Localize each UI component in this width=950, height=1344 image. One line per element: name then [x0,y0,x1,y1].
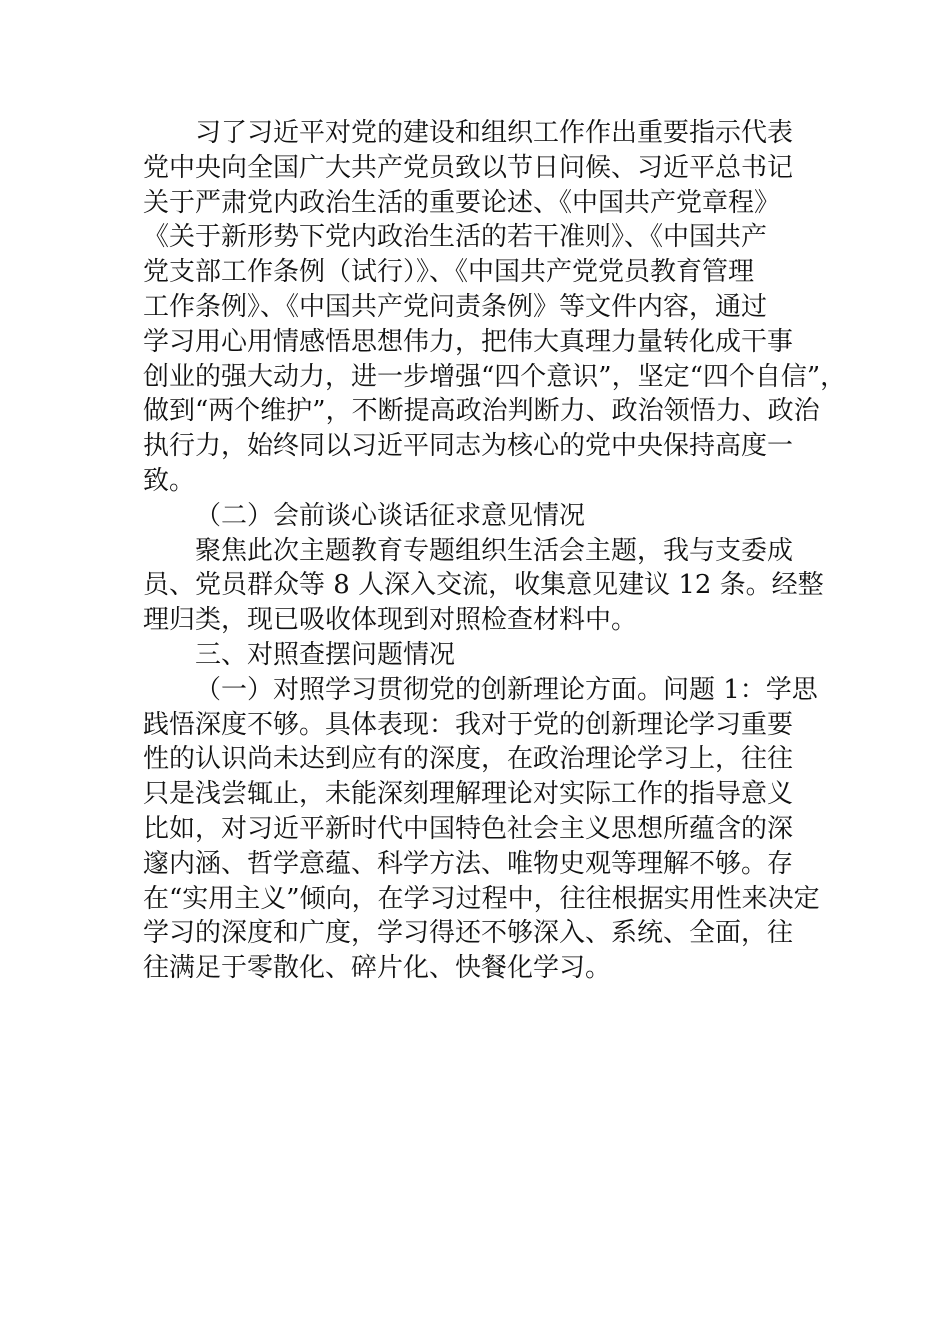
text-line: 关于严肃党内政治生活的重要论述、《中国共产党章程》 [143,187,781,218]
section-heading-problems [143,638,808,673]
text-line: 工作条例》、《中国共产党问责条例》等文件内容，通过 [143,291,768,322]
text-line: 习了习近平对党的建设和组织工作作出重要指示代表 [195,118,794,148]
text-line: 往满足于零散化、碎片化、快餐化学习。 [143,953,612,984]
text-line: 《关于新形势下党内政治生活的若干准则》、《中国共产 [143,222,768,253]
text-line: 执行力，始终同以习近平同志为核心的党中央保持高度一 [143,431,794,462]
text-line: 党中央向全国广大共产党员致以节日问候、习近平总书记 [143,152,794,183]
text-line: 在“实用主义”倾向，在学习过程中，往往根据实用性来决定 [143,883,820,914]
text-line: 创业的强大动力，进一步增强“四个意识”，坚定“四个自信”， [143,361,847,392]
text-line: 致。 [143,465,196,496]
paragraph-study-content [143,116,847,499]
paragraph-problem-1 [143,673,820,986]
text-line: 聚焦此次主题教育专题组织生活会主题，我与支委成 [195,535,794,566]
text-line: 党支部工作条例（试行）》、《中国共产党党员教育管理 [143,257,755,288]
text-line: 学习的深度和广度，学习得还不够深入、系统、全面，往 [143,918,794,949]
text-line: 只是浅尝辄止，未能深刻理解理论对实际工作的指导意义 [143,779,794,810]
text-line: 比如，对习近平新时代中国特色社会主义思想所蕴含的深 [143,813,794,844]
text-line: 学习用心用情感悟思想伟力，把伟大真理力量转化成干事 [143,326,794,357]
text-line: 践悟深度不够。具体表现：我对于党的创新理论学习重要 [143,709,794,740]
text-line: 员、党员群众等 8 人深入交流，收集意见建议 12 条。经整 [143,570,824,601]
text-line: 邃内涵、哲学意蕴、科学方法、唯物史观等理解不够。存 [143,848,794,879]
text-line: 做到“两个维护”，不断提高政治判断力、政治领悟力、政治 [143,396,820,427]
text-line: 理归类，现已吸收体现到对照检查材料中。 [143,605,638,636]
heading-text: （二）会前谈心谈话征求意见情况 [195,500,586,531]
text-line: 性的认识尚未达到应有的深度，在政治理论学习上，往往 [143,744,794,775]
section-heading-pre-meeting-talks [143,499,808,534]
paragraph-pre-meeting-talks [143,534,824,638]
heading-text: 三、对照查摆问题情况 [195,639,456,670]
document-body [143,116,847,986]
text-line: （一）对照学习贯彻党的创新理论方面。问题 1：学思 [195,674,818,705]
